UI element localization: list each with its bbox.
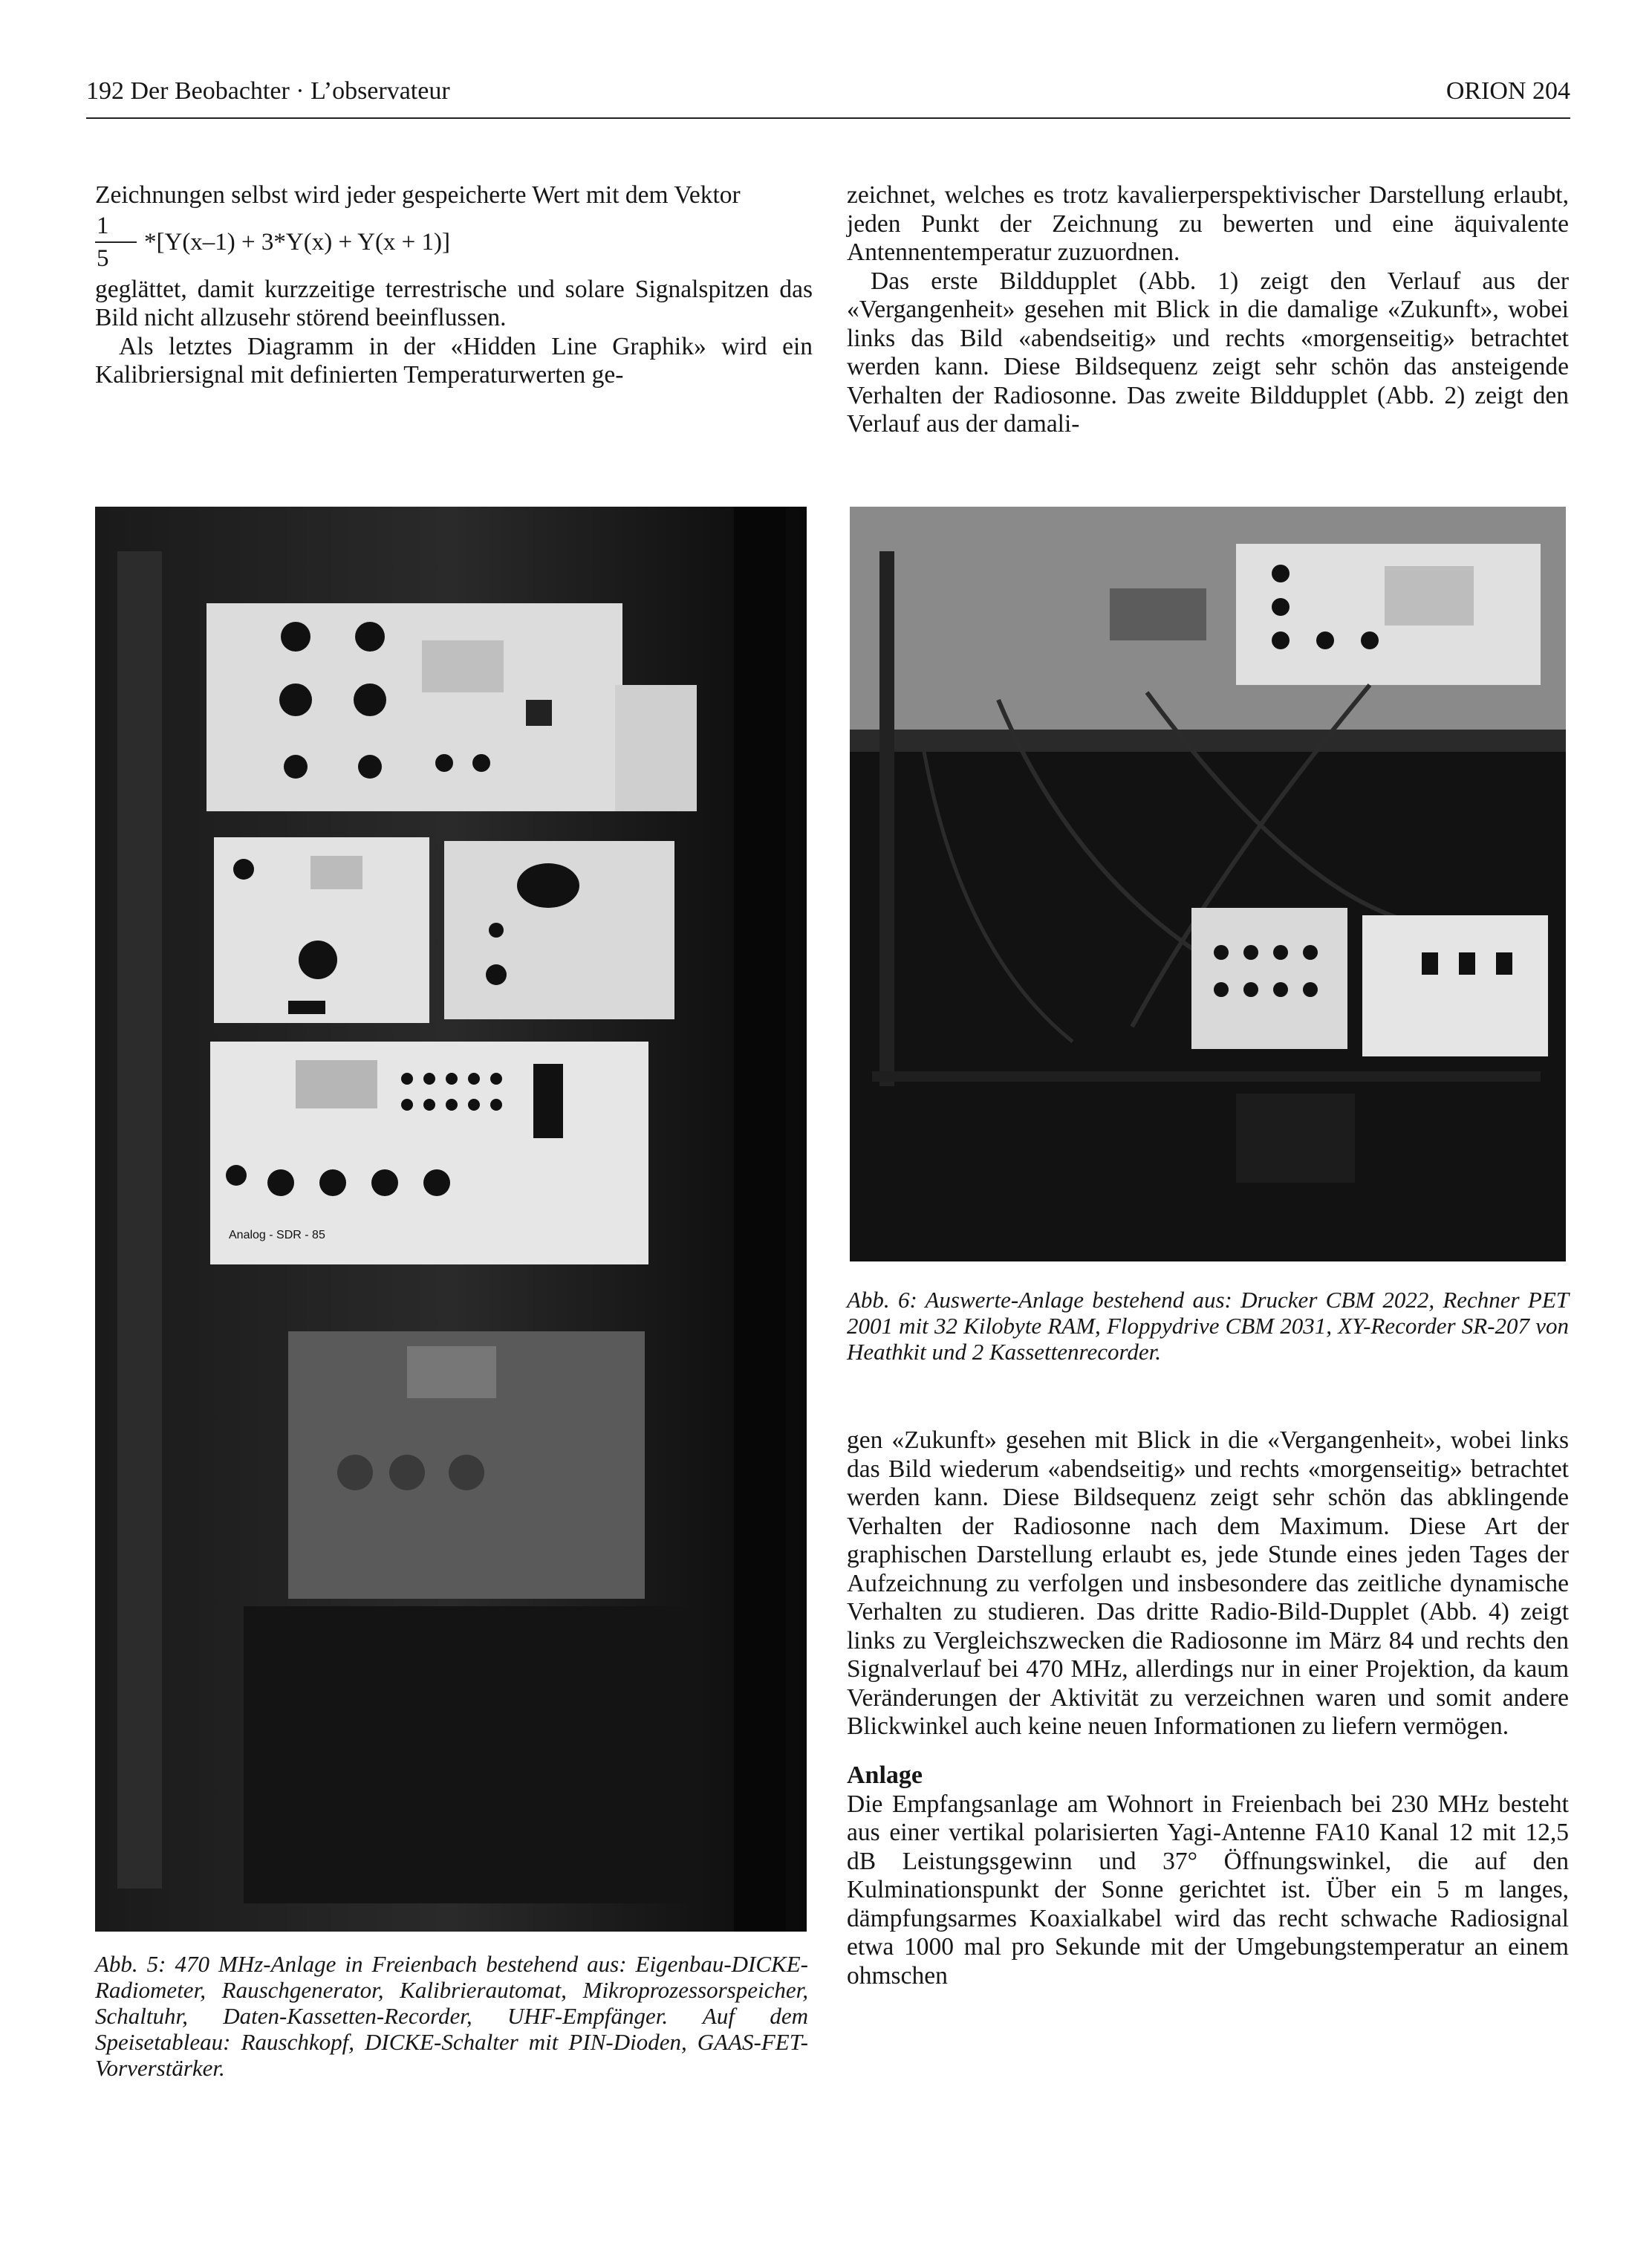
figure-5-caption (95, 1951, 808, 2081)
figure-6-photo (850, 507, 1566, 1261)
header-page-title: 192 Der Beobachter · L’observateur (86, 77, 450, 105)
paragraph: zeichnet, welches es trotz kavalierperspektivischer Darstellung erlaubt, jeden Punkt der Zeichnung zu bewerten und eine äquivalente Antennentemperatur zuzuordnen. (847, 181, 1569, 266)
fraction-numerator: 1 (97, 212, 109, 239)
smoothing-formula (95, 212, 813, 271)
fraction-bar (95, 241, 137, 243)
section-heading: Anlage (847, 1761, 923, 1789)
caption-text: Abb. 5: 470 MHz-Anlage in Freienbach bestehend aus: Eigenbau-DICKE-Radiometer, Rauschgenerator, Kalibrierautomat, Mikroprozessorspeicher, Schaltuhr, Daten-Kassetten-Recorder, UHF-Empfänger. Auf dem Speisetableau: Rauschkopf, DICKE-Schalter mit PIN-Dioden, GAAS-FET-Vorverstärker. (95, 1951, 808, 2081)
caption-text: Abb. 6: Auswerte-Anlage bestehend aus: Drucker CBM 2022, Rechner PET 2001 mit 32 Kilobyte RAM, Floppydrive CBM 2031, XY-Recorder SR-207 von Heathkit und 2 Kassettenrecorder. (847, 1287, 1569, 1365)
figure-6-caption (847, 1287, 1569, 1365)
rack-photo-illustration (95, 507, 807, 1932)
header-journal: ORION 204 (1446, 77, 1570, 105)
spacer (847, 1741, 1569, 1761)
paragraph: Zeichnungen selbst wird jeder gespeicherte Wert mit dem Vektor (95, 181, 741, 209)
paragraph: Als letztes Diagramm in der «Hidden Line Graphik» wird ein Kalibriersignal mit definierten Temperaturwerten ge- (95, 332, 813, 389)
paragraph: Das erste Bilddupplet (Abb. 1) zeigt den Verlauf aus der «Vergangenheit» gesehen mit Blick in die damalige «Zukunft», wobei links das Bild «abendseitig» und rechts «morgenseitig» betrachtet werden kann. Diese Bildsequenz zeigt sehr schön das ansteigende Verhalten der Radiosonne. Das zweite Bilddupplet (Abb. 2) zeigt den Verlauf aus der damali- (847, 267, 1569, 438)
left-column-text (95, 181, 813, 390)
paragraph: Die Empfangsanlage am Wohnort in Freienbach bei 230 MHz besteht aus einer vertikal polarisierten Yagi-Antenne FA10 Kanal 12 mit 12,5 dB Leistungsgewinn und 37° Öffnungswinkel, die auf den Kulminationspunkt der Sonne gerichtet ist. Über ein 5 m langes, dämpfungsarmes Koaxialkabel wird das recht schwache Radiosignal etwa 1000 mal pro Sekunde mit der Umgebungstemperatur an einem ohmschen (847, 1790, 1569, 1990)
right-column-text-top (847, 181, 1569, 439)
right-column-text-bottom (847, 1426, 1569, 1990)
running-header (86, 77, 1570, 119)
analysis-setup-illustration (850, 507, 1566, 1261)
paragraph: gen «Zukunft» gesehen mit Blick in die «Vergangenheit», wobei links das Bild wiederum «abendseitig» und rechts «morgenseitig» betrachtet werden kann. Diese Bildsequenz zeigt sehr schön das abklingende Verhalten der Radiosonne nach dem Maximum. Diese Art der graphischen Darstellung erlaubt es, jede Stunde eines jeden Tages der Aufzeichnung zu verfolgen und insbesondere das zeitliche dynamische Verhalten zu studieren. Das dritte Radio-Bild-Dupplet (Abb. 4) zeigt links zu Vergleichszwecken die Radiosonne im März 84 und rechts den Signalverlauf bei 470 MHz, allerdings nur in einer Projektion, da kaum Veränderungen der Aktivität zu verzeichnen waren und somit andere Blickwinkel auch keine neuen Informationen zu liefern vermögen. (847, 1426, 1569, 1740)
paragraph: geglättet, damit kurzzeitige terrestrische und solare Signalspitzen das Bild nicht allzusehr störend beeinflussen. (95, 275, 813, 331)
figure-5-photo (95, 507, 807, 1932)
fraction-denominator: 5 (97, 244, 109, 272)
panel-label: Analog - SDR - 85 (229, 1229, 325, 1241)
formula-expression: *[Y(x–1) + 3*Y(x) + Y(x + 1)] (144, 228, 451, 256)
